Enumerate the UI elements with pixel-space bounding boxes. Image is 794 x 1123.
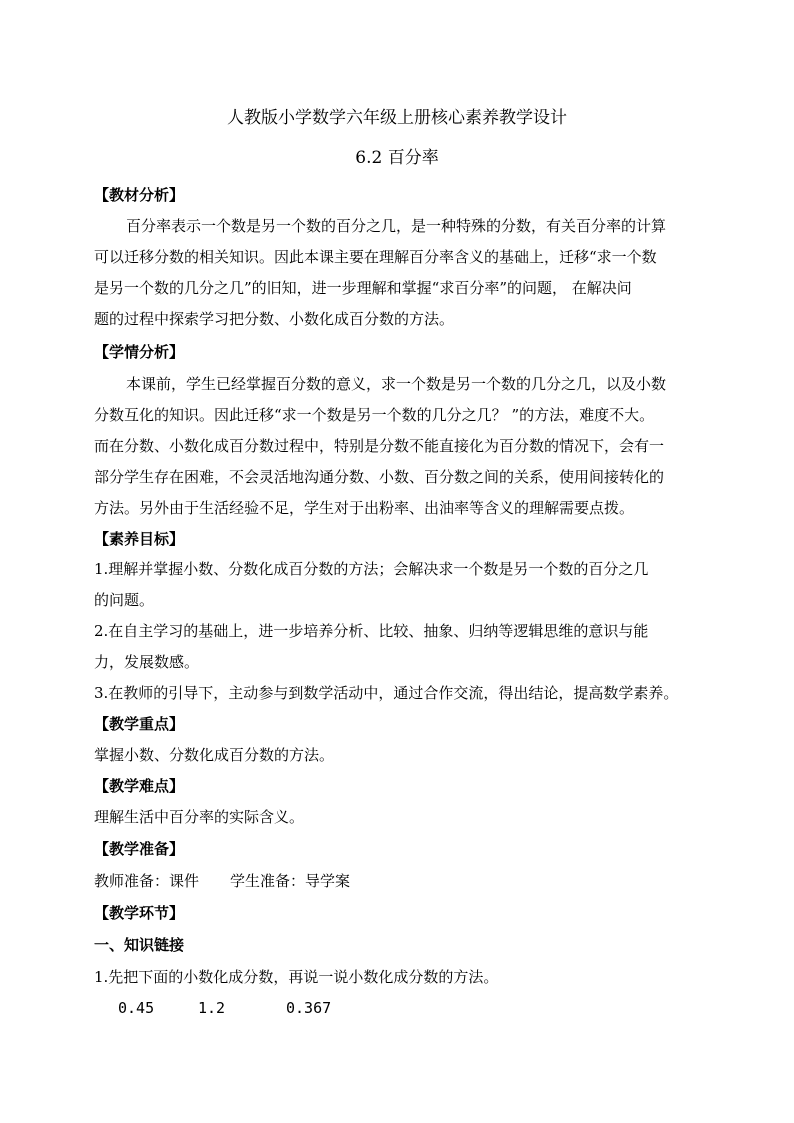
section-heading-key-points: 【教学重点】	[94, 715, 185, 733]
goal-item: 2.在自主学习的基础上，进一步培养分析、比较、抽象、归纳等逻辑思维的意识与能	[94, 622, 649, 640]
exercise-item: 1.先把下面的小数化成分数，再说一说小数化成分数的方法。	[94, 968, 499, 986]
goal-item: 1.理解并掌握小数、分数化成百分数的方法；会解决求一个数是另一个数的百分之几	[94, 560, 649, 578]
paragraph-line: 题的过程中探索学习把分数、小数化成百分数的方法。	[94, 310, 455, 328]
paragraph-line: 本课前，学生已经掌握百分数的意义，求一个数是另一个数的几分之几，以及小数	[126, 375, 667, 393]
key-points-text: 掌握小数、分数化成百分数的方法。	[94, 746, 335, 764]
section-heading-textbook-analysis: 【教材分析】	[94, 186, 185, 204]
lesson-title: 6.2 百分率	[355, 148, 439, 168]
goal-item-continuation: 的问题。	[94, 591, 155, 609]
subsection-heading-knowledge-link: 一、知识链接	[94, 936, 185, 954]
number-value: 1.2	[198, 999, 226, 1017]
paragraph-line: 方法。另外由于生活经验不足，学生对于出粉率、出油率等含义的理解需要点拨。	[94, 499, 635, 517]
section-heading-procedure: 【教学环节】	[94, 904, 185, 922]
paragraph-line: 部分学生存在困难，不会灵活地沟通分数、小数、百分数之间的关系，使用间接转化的	[94, 468, 665, 486]
paragraph-line: 分数互化的知识。因此迁移“求一个数是另一个数的几分之几？ ”的方法，难度不大。	[94, 406, 655, 424]
paragraph-line: 百分率表示一个数是另一个数的百分之几，是一种特殊的分数，有关百分率的计算	[126, 217, 667, 235]
number-value: 0.367	[286, 999, 332, 1017]
goal-item: 3.在教师的引导下，主动参与到数学活动中，通过合作交流，得出结论，提高数学素养。	[94, 684, 679, 702]
difficulties-text: 理解生活中百分率的实际含义。	[94, 808, 305, 826]
document-title: 人教版小学数学六年级上册核心素养教学设计	[227, 108, 567, 128]
section-heading-literacy-goals: 【素养目标】	[94, 530, 185, 548]
student-preparation: 学生准备：导学案	[230, 872, 351, 890]
section-heading-difficulties: 【教学难点】	[94, 777, 185, 795]
section-heading-student-analysis: 【学情分析】	[94, 343, 185, 361]
paragraph-line: 而在分数、小数化成百分数过程中，特别是分数不能直接化为百分数的情况下，会有一	[94, 437, 665, 455]
paragraph-line: 可以迁移分数的相关知识。因此本课主要在理解百分率含义的基础上，迁移“求一个数	[94, 248, 657, 266]
teacher-preparation: 教师准备：课件	[94, 872, 200, 890]
section-heading-preparation: 【教学准备】	[94, 840, 185, 858]
number-value: 0.45	[118, 999, 155, 1017]
paragraph-line: 是另一个数的几分之几”的旧知，进一步理解和掌握“求百分率”的问题， 在解决问	[94, 279, 632, 297]
goal-item-continuation: 力，发展数感。	[94, 653, 200, 671]
